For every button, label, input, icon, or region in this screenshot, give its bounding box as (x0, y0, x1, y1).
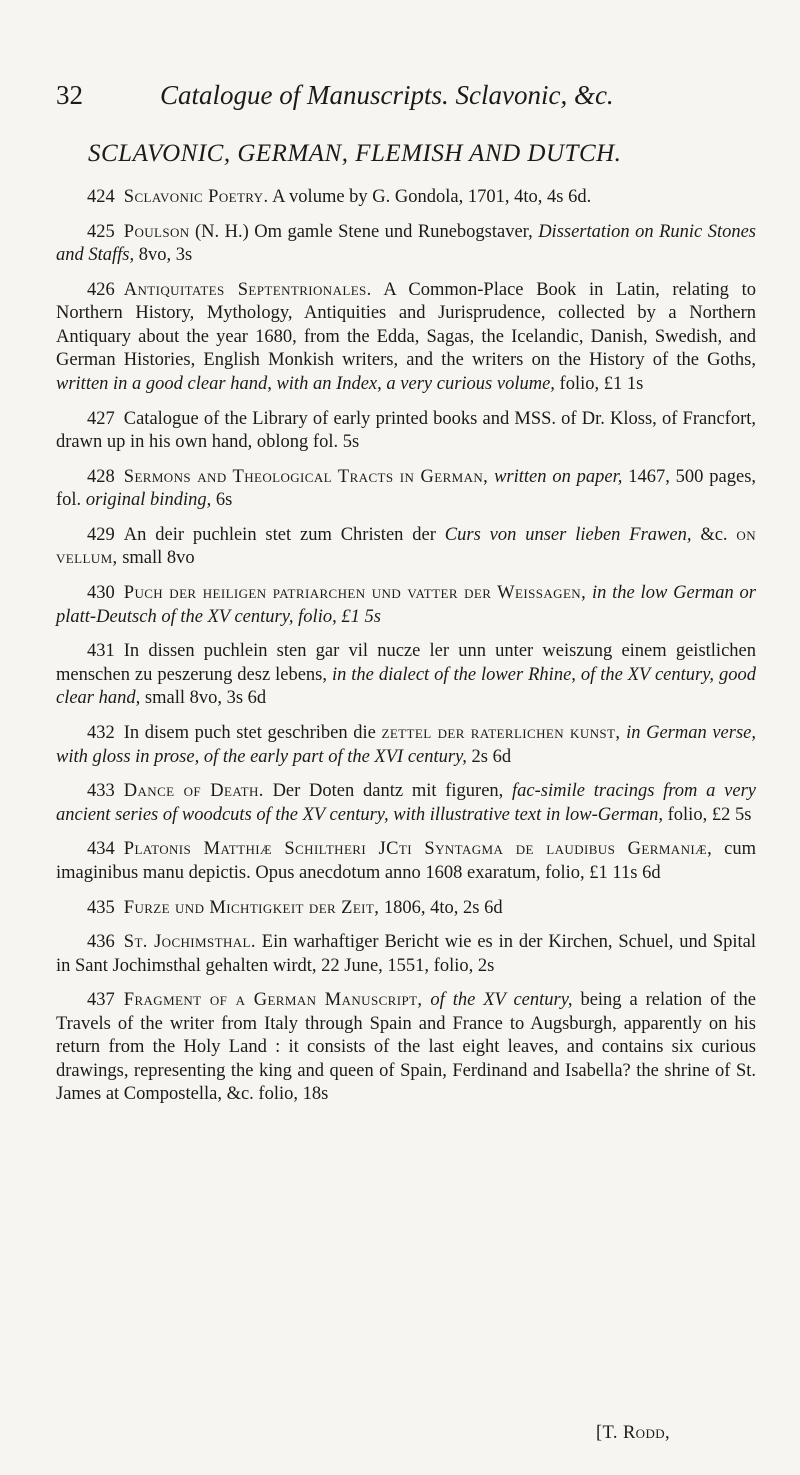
entry-number: 425 (87, 221, 115, 242)
catalogue-entry (56, 408, 756, 455)
entry-italic: of the XV century, (430, 990, 573, 1011)
catalogue-entry (56, 640, 756, 711)
catalogue-entry (56, 582, 756, 629)
entry-heading: St. Jochimsthal. (123, 932, 256, 953)
entry-italic: in the dialect of the lower Rhine, of the XV century, good clear hand, (56, 664, 757, 709)
entry-text: 6s (211, 490, 233, 511)
catalogue-entry (56, 838, 756, 885)
entry-text: Catalogue of the Library of early printed books and MSS. of Dr. Kloss, of Francfort, drawn up in his own hand, oblong fol. 5s (56, 408, 756, 453)
catalogue-entry (56, 722, 756, 769)
entry-heading: Platonis Matthiæ Schiltheri JCti Syntagma de laudibus Germaniæ, (123, 839, 713, 860)
entry-heading: on vellum, (56, 524, 756, 569)
entry-number: 427 (87, 408, 115, 429)
catalogue-entry (56, 931, 756, 978)
entry-number: 426 (87, 279, 115, 300)
entry-heading: Sermons and Theological Tracts in German, (123, 466, 489, 487)
entry-text: Ein warhaftiger Bericht wie es in der Kirchen, Schuel, und Spital in Sant Jochimsthal gehalten wirdt, 22 June, 1551, folio, 2s (56, 932, 756, 976)
entry-number: 429 (87, 524, 115, 545)
entry-text: 1806, 4to, 2s 6d (379, 897, 503, 918)
catalogue-entry (56, 897, 756, 921)
entry-number: 432 (87, 723, 115, 743)
entry-italic: fac-simile tracings from a very ancient series of woodcuts of the XV century, with illustrative text in low-German, (56, 781, 756, 825)
entry-text: (N. H.) Om gamle Stene und Runebogstaver, (189, 221, 539, 242)
entry-heading: Furze und Michtigkeit der Zeit, (123, 897, 380, 918)
entry-number: 437 (87, 990, 115, 1011)
entry-italic: Dissertation on Runic Stones and Staffs, (56, 221, 756, 266)
catchword: [T. Rodd, (596, 1423, 671, 1443)
entry-number: 428 (87, 466, 115, 487)
catalogue-entry (56, 989, 756, 1107)
entry-heading: Sclavonic Poetry. (123, 187, 269, 207)
catalogue-entry (56, 279, 756, 397)
running-title: Catalogue of Manuscripts. Sclavonic, &c. (160, 80, 614, 110)
running-head (56, 78, 756, 112)
entry-number: 435 (87, 897, 115, 918)
entry-number: 434 (87, 839, 115, 860)
catalogue-entry (56, 186, 756, 210)
entry-italic: original binding, (85, 490, 212, 511)
entry-number: 424 (87, 187, 115, 207)
entry-italic: in the low German or platt-Deutsch of the XV century, folio, £1 5s (56, 583, 756, 627)
entry-text: cum imaginibus manu depictis. Opus anecdotum anno 1608 exaratum, folio, £1 11s 6d (56, 839, 756, 883)
entry-italic: written on paper, (494, 466, 623, 487)
entry-heading: Fragment of a German Manuscript, (123, 990, 423, 1011)
entry-text: folio, £1 1s (554, 373, 644, 394)
entry-italic: Curs von unser lieben Frawen, (444, 524, 692, 545)
entry-text: &c. (691, 524, 737, 545)
entry-text: folio, £2 5s (663, 804, 752, 825)
entry-text: 1467, 500 pages, fol. (56, 466, 757, 511)
entry-text: being a relation of the Travels of the writer from Italy through Spain and France to Augsburgh, apparently on his return from the Holy Land : it consists of the last eight leaves, and contains six curious drawings, representing the king and queen of Spain, Ferdinand and Isabella? the shrine of St. James at Compostella, &c. folio, 18s (56, 990, 757, 1105)
page-number: 32 (56, 80, 83, 110)
entry-heading: zettel der raterlichen kunst, (381, 723, 621, 743)
entry-text: A volume by G. Gondola, 1701, 4to, 4s 6d. (268, 187, 592, 207)
entry-text: small 8vo (117, 548, 195, 569)
catalogue-entry (56, 524, 756, 571)
entry-number: 431 (87, 641, 115, 662)
entry-text: In disem puch stet geschriben die (123, 723, 382, 743)
catalogue-entry (56, 221, 756, 268)
entry-heading: Antiquitates Septentrionales. (123, 279, 372, 300)
entry-number: 433 (87, 781, 115, 802)
section-title: SCLAVONIC, GERMAN, FLEMISH AND DUTCH. (88, 140, 622, 167)
entry-text: 8vo, 3s (134, 245, 193, 266)
entry-number: 430 (87, 583, 115, 604)
catalogue-entries (56, 186, 756, 1118)
entry-heading: Puch der heiligen patriarchen und vatter der Weissagen, (123, 583, 587, 604)
entry-text: In dissen puchlein sten gar vil nucze ler unn unter weiszung einem geistlichen menschen zu peszerung desz lebens, (56, 641, 756, 685)
entry-text: An deir puchlein stet zum Christen der (123, 524, 445, 545)
catalogue-entry (56, 466, 756, 513)
entry-italic: written in a good clear hand, with an Index, a very curious volume, (56, 373, 555, 394)
entry-text: A Common-Place Book in Latin, relating to Northern History, Mythology, Antiquities and Jurisprudence, collected by a Northern Antiquary about the year 1680, from the Edda, Sagas, the Icelandic, Danish, Swedish, and German Histories, English Monkish writers, and the writers on the History of the Goths, (56, 279, 756, 371)
entry-number: 436 (87, 932, 115, 953)
catalogue-entry (56, 780, 756, 827)
entry-heading: Poulson (123, 221, 190, 242)
entry-italic: in German verse, with gloss in prose, of the early part of the XVI century, (56, 723, 756, 767)
entry-text: Der Doten dantz mit figuren, (263, 781, 513, 802)
entry-heading: Dance of Death. (123, 781, 264, 802)
entry-text: small 8vo, 3s 6d (140, 688, 267, 709)
entry-text: 2s 6d (466, 746, 512, 767)
